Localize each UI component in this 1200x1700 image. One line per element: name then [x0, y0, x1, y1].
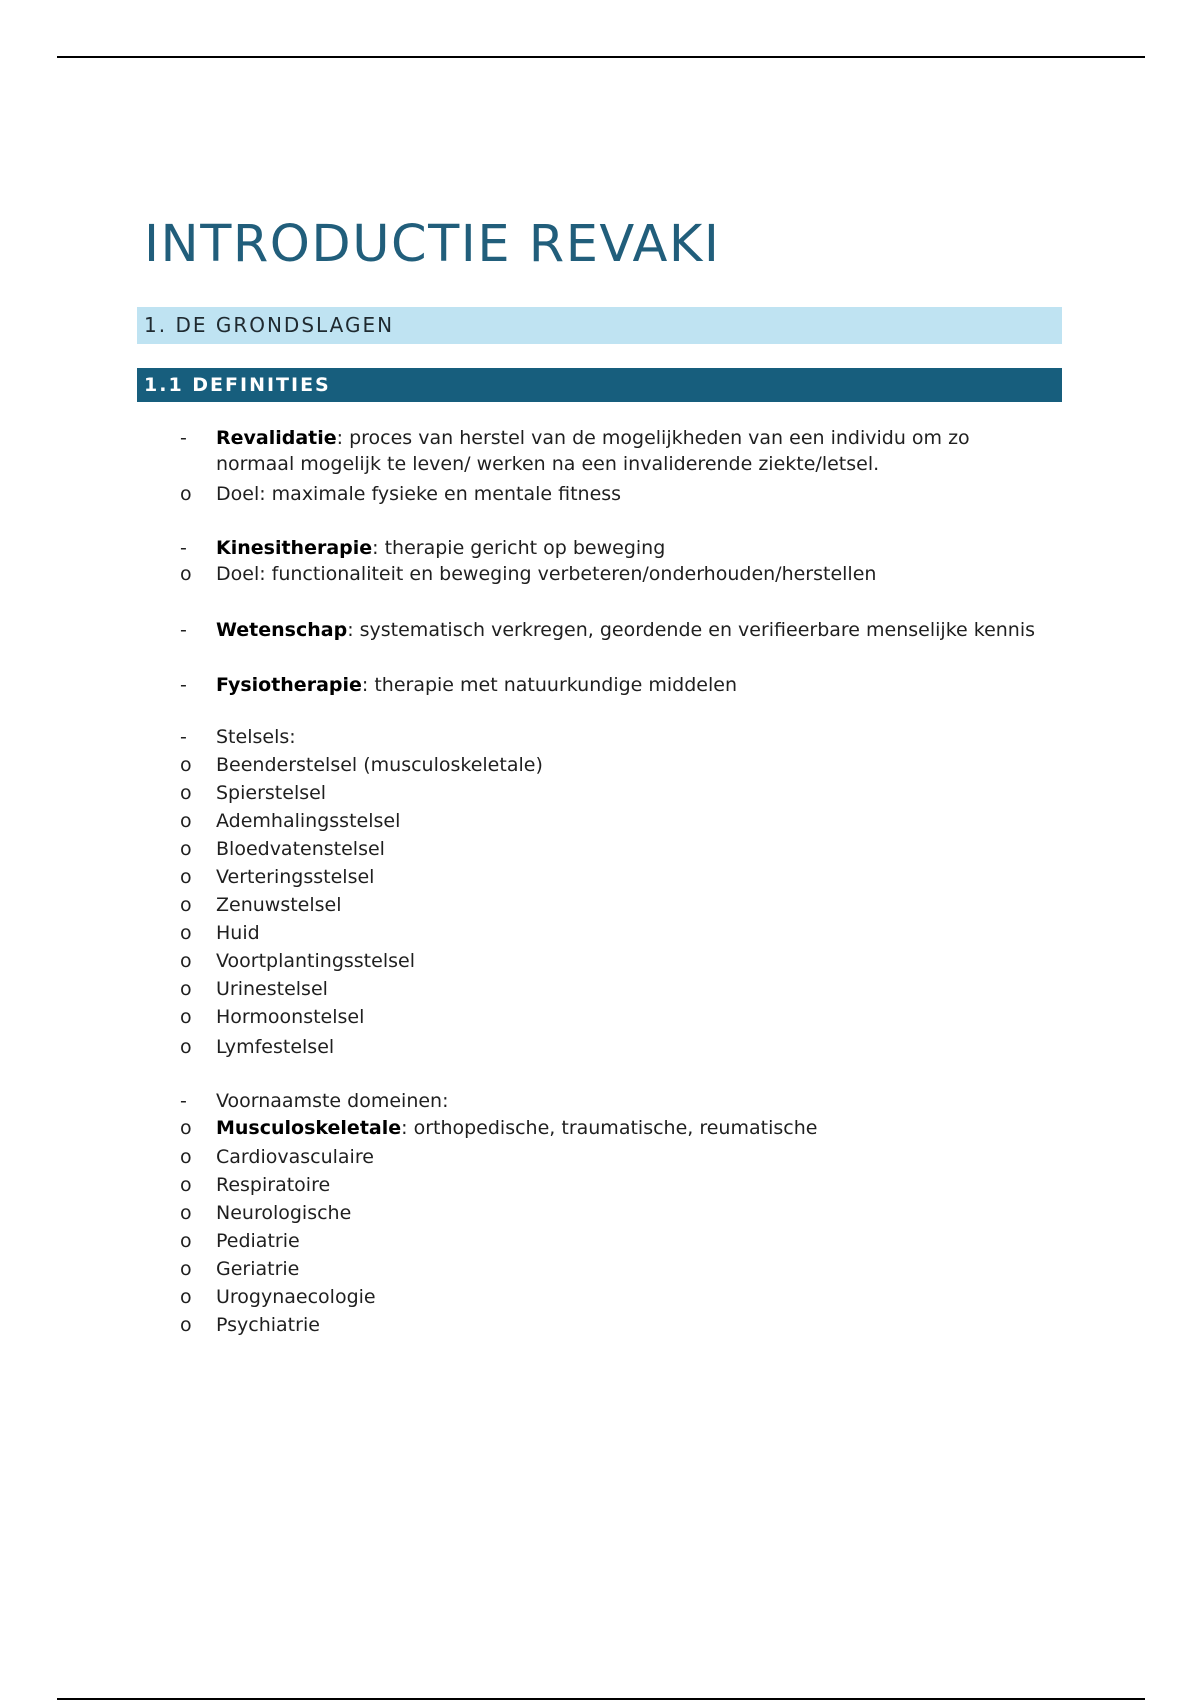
list-item-text — [216, 892, 1036, 918]
circle-bullet-icon: o — [180, 563, 192, 585]
list-item-text — [216, 1172, 1036, 1198]
term-description: Beenderstelsel (musculoskeletale) — [216, 754, 543, 776]
list-item-text — [216, 1088, 1036, 1114]
list-item-text — [216, 836, 1036, 862]
circle-bullet-icon: o — [180, 866, 192, 888]
term-description: : therapie gericht op beweging — [372, 537, 666, 559]
circle-bullet-icon: o — [180, 1174, 192, 1196]
term-description: Lymfestelsel — [216, 1036, 335, 1058]
list-item-text — [216, 1256, 1036, 1282]
circle-bullet-icon: o — [180, 810, 192, 832]
list-item-text — [216, 481, 1036, 507]
circle-bullet-icon: o — [180, 1258, 192, 1280]
term-description: Urogynaecologie — [216, 1286, 376, 1308]
term-label: Wetenschap — [216, 619, 348, 641]
dash-bullet-icon: - — [180, 537, 187, 559]
list-item-text — [216, 864, 1036, 890]
term-description: Voornaamste domeinen: — [216, 1090, 449, 1112]
circle-bullet-icon: o — [180, 1286, 192, 1308]
list-item-text — [216, 780, 1036, 806]
term-description: Voortplantingsstelsel — [216, 950, 415, 972]
term-description: Cardiovasculaire — [216, 1146, 374, 1168]
list-item-text — [216, 920, 1036, 946]
list-item-text — [216, 948, 1036, 974]
list-item-text — [216, 1200, 1036, 1226]
list-item-text — [216, 561, 1036, 587]
term-description: Bloedvatenstelsel — [216, 838, 385, 860]
term-label: Revalidatie — [216, 427, 337, 449]
term-description: Verteringsstelsel — [216, 866, 375, 888]
dash-bullet-icon: - — [180, 619, 187, 641]
list-item-text — [216, 1115, 1036, 1141]
term-description: Stelsels: — [216, 726, 296, 748]
list-item-text — [216, 752, 1036, 778]
circle-bullet-icon: o — [180, 1230, 192, 1252]
list-item-text — [216, 1034, 1036, 1060]
circle-bullet-icon: o — [180, 1146, 192, 1168]
term-description: Pediatrie — [216, 1230, 300, 1252]
term-description: Ademhalingsstelsel — [216, 810, 401, 832]
term-description: : therapie met natuurkundige middelen — [361, 674, 737, 696]
term-description: Zenuwstelsel — [216, 894, 342, 916]
page-top-rule — [57, 56, 1145, 58]
circle-bullet-icon: o — [180, 1202, 192, 1224]
section-heading-grondslagen: 1. DE GRONDSLAGEN — [137, 307, 1062, 344]
term-description: : orthopedische, traumatische, reumatische — [401, 1117, 818, 1139]
circle-bullet-icon: o — [180, 950, 192, 972]
dash-bullet-icon: - — [180, 674, 187, 696]
list-item-text — [216, 1004, 1036, 1030]
term-description: Respiratoire — [216, 1174, 331, 1196]
term-label: Musculoskeletale — [216, 1117, 402, 1139]
term-description: Hormoonstelsel — [216, 1006, 365, 1028]
term-description: Urinestelsel — [216, 978, 328, 1000]
list-item-text — [216, 808, 1036, 834]
term-description: Neurologische — [216, 1202, 352, 1224]
circle-bullet-icon: o — [180, 1036, 192, 1058]
term-description: : proces van herstel van de mogelijkheden van een individu om zo normaal mogelijk te leven/ werken na een invaliderende ziekte/letsel. — [216, 427, 970, 475]
circle-bullet-icon: o — [180, 782, 192, 804]
term-description: Geriatrie — [216, 1258, 300, 1280]
dash-bullet-icon: - — [180, 1090, 187, 1112]
dash-bullet-icon: - — [180, 726, 187, 748]
term-description: Psychiatrie — [216, 1314, 320, 1336]
term-description: Doel: functionaliteit en beweging verbeteren/onderhouden/herstellen — [216, 563, 877, 585]
document-title: INTRODUCTIE REVAKI — [144, 215, 721, 274]
circle-bullet-icon: o — [180, 1314, 192, 1336]
term-description: Doel: maximale fysieke en mentale fitness — [216, 483, 622, 505]
circle-bullet-icon: o — [180, 1117, 192, 1139]
list-item-text — [216, 724, 1036, 750]
circle-bullet-icon: o — [180, 894, 192, 916]
list-item-text — [216, 1228, 1036, 1254]
term-label: Kinesitherapie — [216, 537, 373, 559]
list-item-text — [216, 672, 1036, 698]
circle-bullet-icon: o — [180, 1006, 192, 1028]
list-item-text — [216, 976, 1036, 1002]
term-label: Fysiotherapie — [216, 674, 362, 696]
circle-bullet-icon: o — [180, 754, 192, 776]
list-item-text — [216, 1284, 1036, 1310]
subsection-heading-definities: 1.1 DEFINITIES — [137, 368, 1062, 402]
list-item-text — [216, 617, 1036, 643]
circle-bullet-icon: o — [180, 838, 192, 860]
list-item-text — [216, 1144, 1036, 1170]
circle-bullet-icon: o — [180, 922, 192, 944]
list-item-text — [216, 535, 1036, 561]
term-description: : systematisch verkregen, geordende en verifieerbare menselijke kennis — [347, 619, 1036, 641]
circle-bullet-icon: o — [180, 978, 192, 1000]
circle-bullet-icon: o — [180, 483, 192, 505]
list-item-text — [216, 425, 1036, 477]
term-description: Huid — [216, 922, 260, 944]
term-description: Spierstelsel — [216, 782, 327, 804]
list-item-text — [216, 1312, 1036, 1338]
dash-bullet-icon: - — [180, 427, 187, 449]
